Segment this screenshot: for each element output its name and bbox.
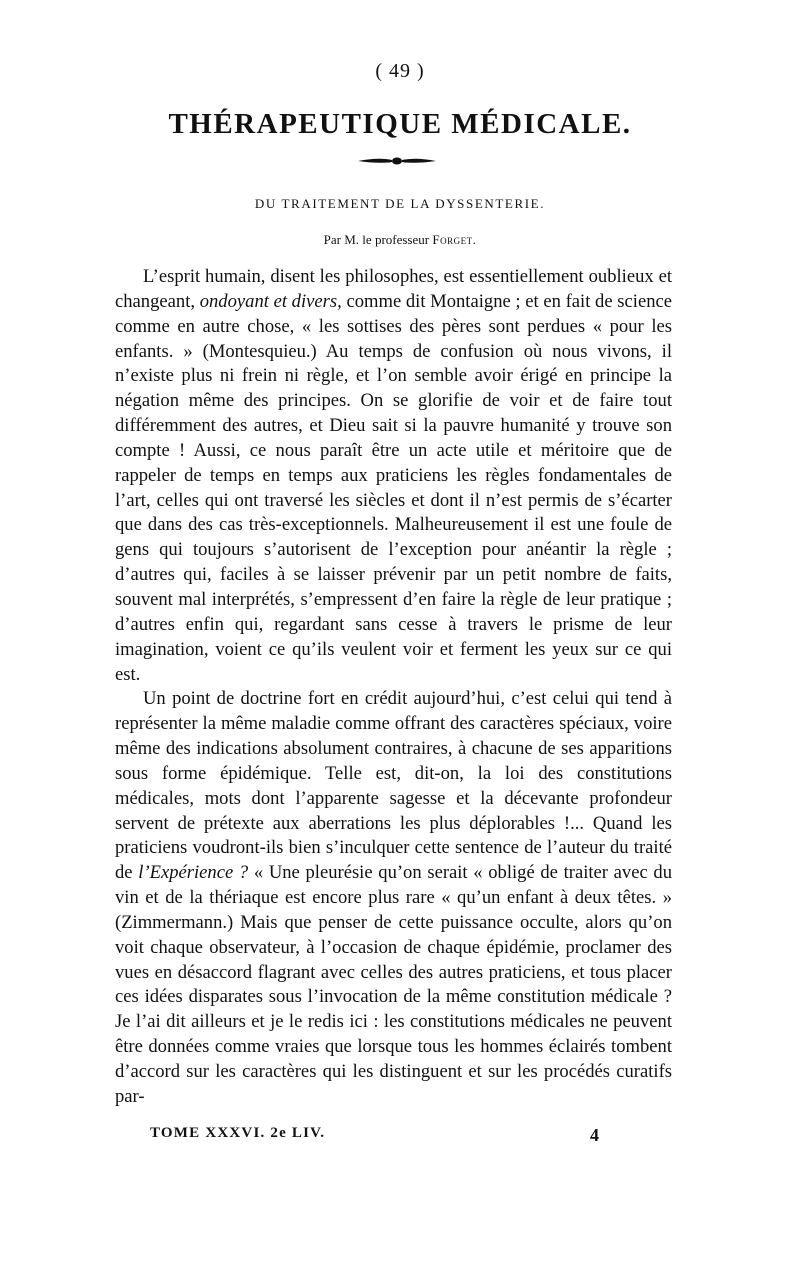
- byline-prefix: Par M. le professeur: [323, 232, 433, 247]
- page-number: ( 49 ): [375, 60, 425, 82]
- paragraph-text: comme dit Montaigne ; et en fait de science comme en autre chose, « les sottises des pères sont perdues « pour les enfants. » (Montesquieu.) Au temps de confusion où nous vivons, il n’existe plus ni frein ni règle, et l’on semble avoir érigé en principe la négation même des principes. On se glorifie de voir et de faire tout différemment des autres, et Dieu sait si la pauvre humanité y trouve son compte ! Aussi, ce nous paraît être un acte utile et méritoire que de rappeler de temps en temps aux praticiens les règles fondamentales de l’art, celles qui ont traversé les siècles et dont il n’est permis de s’écarter que dans des cas très-exceptionnels. Malheureusement il est une foule de gens qui toujours s’autorisent de l’exception pour anéantir la règle ; d’autres qui, faciles à se laisser prévenir par un petit nombre de faits, souvent mal interprétés, s’empressent d’en faire la règle de leur pratique ; d’autres enfin qui, regardant sans cesse à travers le prisme de leur imagination, voient ce qu’ils veulent voir et ferment les yeux sur ce qui est.: [115, 290, 672, 685]
- paragraph-italic-text: ondoyant et divers,: [199, 290, 342, 312]
- signature-mark: TOME XXXVI. 2e LIV.: [150, 1125, 326, 1141]
- ornament-divider: [358, 155, 436, 167]
- paragraph-text: Un point de doctrine fort en crédit aujourd’hui, c’est celui qui tend à représenter la même maladie comme offrant des caractères spéciaux, voire même des indications absolument contraires, à chacune de ses apparitions sous forme épidémique. Telle est, dit-on, la loi des constitutions médicales, mots dont l’apparente sagesse et la décevante profondeur servent de prétexte aux aberrations les plus déplorables !... Quand les praticiens voudront-ils bien s’inculquer cette sentence de l’auteur du traité de: [115, 688, 672, 884]
- sheet-number: 4: [590, 1125, 601, 1145]
- byline-author: Forget.: [432, 232, 477, 247]
- paragraph-text: « Une pleurésie qu’on serait « obligé de traiter avec du vin et de la thériaque est encore plus rare « qu’un enfant à deux têtes. » (Zimmermann.) Mais que penser de cette puissance occulte, alors qu’on voit chaque observateur, à l’occasion de chaque épidémie, proclamer des vues en désaccord flagrant avec celles des autres praticiens, et tous placer ces idées disparates sous l’invocation de la même constitution médicale ? Je l’ai dit ailleurs et je le redis ici : les constitutions médicales ne peuvent être données comme vraies que lorsque tous les hommes éclairés tombent d’accord sur les caractères qui les distinguent et sur les procédés curatifs par-: [115, 862, 672, 1107]
- paragraph-italic-text: l’Expérience ?: [138, 862, 249, 884]
- section-title: DU TRAITEMENT DE LA DYSSENTERIE.: [254, 196, 546, 211]
- paragraph: [115, 687, 672, 1109]
- paragraph: [115, 265, 672, 687]
- main-title: THÉRAPEUTIQUE MÉDICALE.: [168, 108, 632, 140]
- byline: [0, 232, 800, 248]
- article-body: [115, 265, 672, 1110]
- paragraph-text: L’esprit humain, disent les philosophes, est essentiellement oublieux et changeant,: [115, 266, 672, 312]
